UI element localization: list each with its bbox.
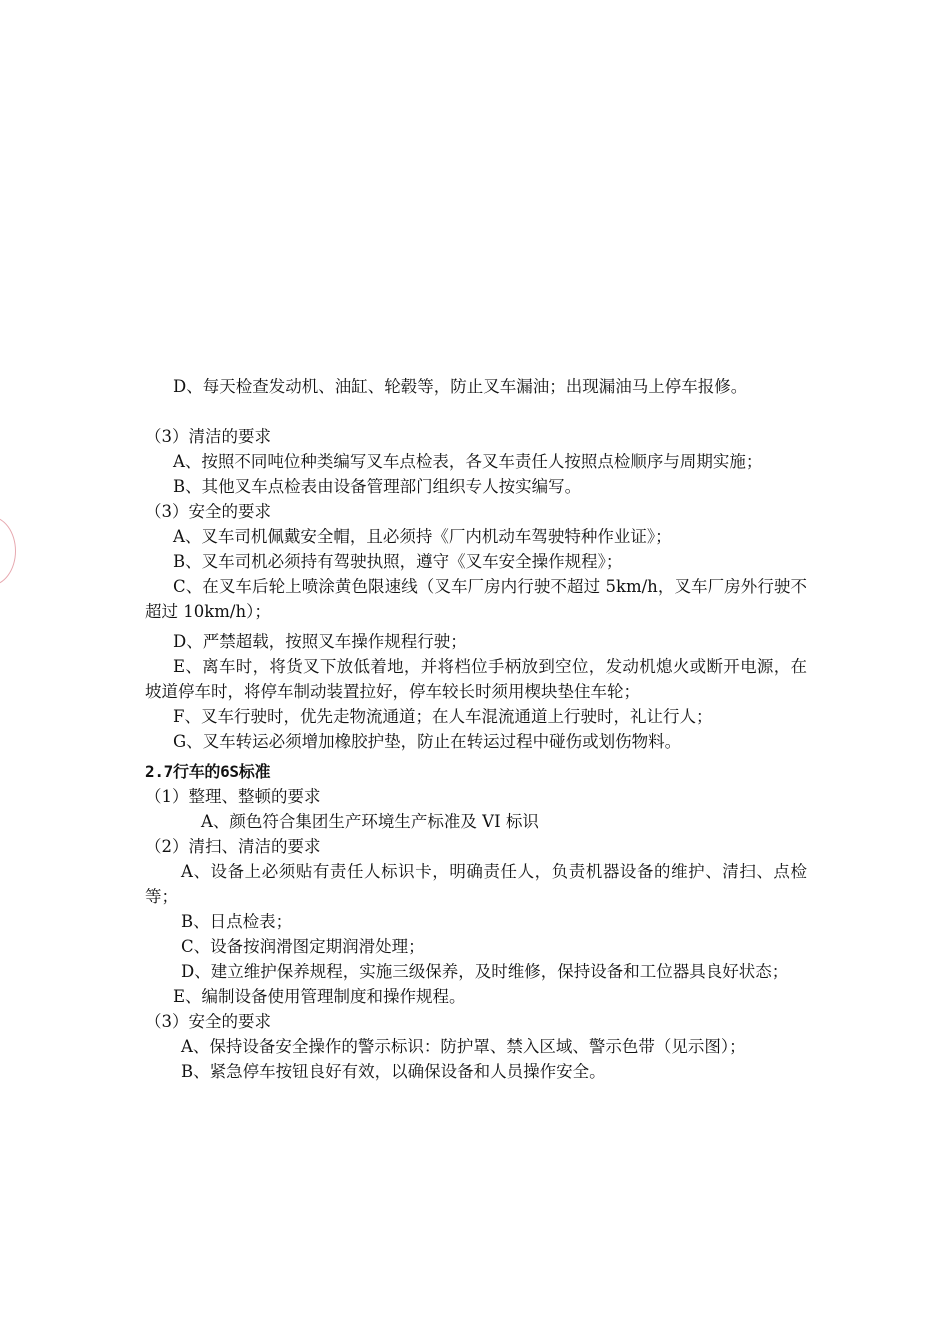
crane-clean-item-c: C、设备按润滑图定期润滑处理；: [181, 937, 425, 956]
cleaning-item-a: A、按照不同吨位种类编写叉车点检表，各叉车责任人按照点检顺序与周期实施；: [173, 452, 763, 471]
crane-safety-heading: （3）安全的要求: [145, 1012, 271, 1031]
margin-annotation-mark: [0, 516, 16, 586]
crane-sort-heading: （1）整理、整顿的要求: [145, 787, 321, 806]
forklift-safety-heading: （3）安全的要求: [145, 502, 271, 521]
forklift-safety-item-c: C、在叉车后轮上喷涂黄色限速线（叉车厂房内行驶不超过 5km/h，叉车厂房外行驶不超过 10km/h）；: [145, 577, 807, 621]
cleaning-item-b: B、其他叉车点检表由设备管理部门组织专人按实编写。: [173, 477, 582, 496]
crane-clean-item-b: B、日点检表；: [181, 912, 293, 931]
crane-clean-item-d: D、建立维护保养规程，实施三级保养，及时维修，保持设备和工位器具良好状态；: [181, 962, 789, 981]
crane-sort-item-a: A、颜色符合集团生产环境生产标准及 VI 标识: [201, 812, 539, 831]
crane-clean-heading: （2）清扫、清洁的要求: [145, 837, 321, 856]
crane-clean-item-a: A、设备上必须贴有责任人标识卡，明确责任人，负责机器设备的维护、清扫、点检等；: [145, 862, 807, 906]
forklift-check-item-d: D、每天检查发动机、油缸、轮毂等，防止叉车漏油；出现漏油马上停车报修。: [173, 377, 748, 396]
crane-safety-item-a: A、保持设备安全操作的警示标识：防护罩、禁入区域、警示色带（见示图）；: [181, 1037, 746, 1056]
forklift-safety-item-a: A、叉车司机佩戴安全帽，且必须持《厂内机动车驾驶特种作业证》；: [173, 527, 672, 546]
forklift-safety-item-e: E、离车时，将货叉下放低着地，并将档位手柄放到空位，发动机熄火或断开电源，在坡道停车时，将停车制动装置拉好，停车较长时须用楔块垫住车轮；: [145, 657, 807, 701]
section-title-crane-6s: 2.7行车的6S标准: [145, 762, 271, 781]
forklift-safety-item-d: D、严禁超载，按照叉车操作规程行驶；: [173, 632, 467, 651]
crane-safety-item-b: B、紧急停车按钮良好有效，以确保设备和人员操作安全。: [181, 1062, 606, 1081]
document-body: [145, 374, 807, 1084]
forklift-safety-item-b: B、叉车司机必须持有驾驶执照，遵守《叉车安全操作规程》；: [173, 552, 623, 571]
cleaning-requirements-heading: （3）清洁的要求: [145, 427, 271, 446]
forklift-safety-item-g: G、叉车转运必须增加橡胶护垫，防止在转运过程中碰伤或划伤物料。: [173, 732, 682, 751]
crane-clean-item-e: E、编制设备使用管理制度和操作规程。: [173, 987, 466, 1006]
forklift-safety-item-f: F、叉车行驶时，优先走物流通道；在人车混流通道上行驶时，礼让行人；: [173, 707, 713, 726]
